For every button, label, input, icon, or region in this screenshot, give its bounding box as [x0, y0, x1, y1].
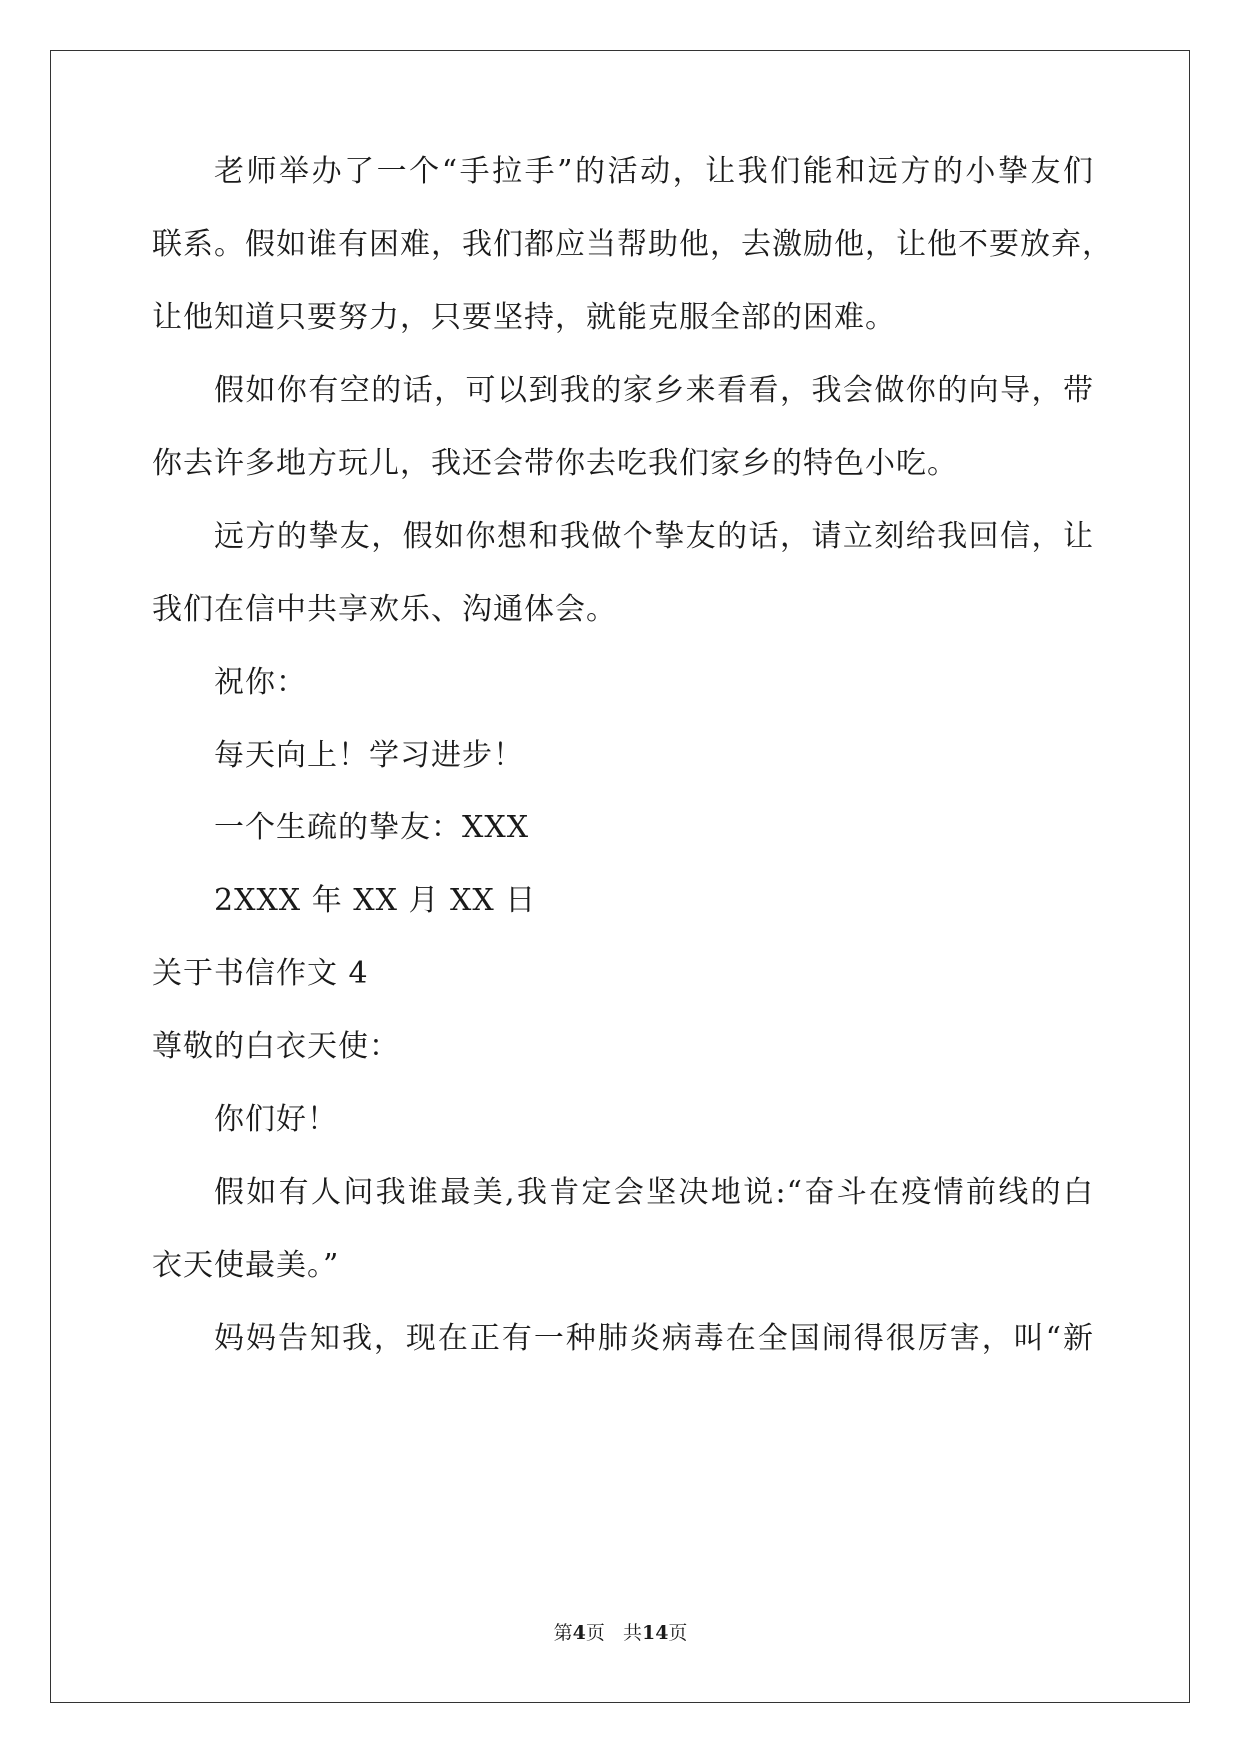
text-line: 联系。假如谁有困难，我们都应当帮助他，去激励他，让他不要放弃，	[152, 227, 1113, 262]
text-line: 你去许多地方玩儿，我还会带你去吃我们家乡的特色小吃。	[152, 446, 958, 481]
footer-prefix: 第	[553, 1622, 573, 1644]
text-line: 妈妈告知我，现在正有一种肺炎病毒在全国闹得很厉害，叫“新	[214, 1321, 1094, 1356]
text-line: 每天向上！学习进步！	[214, 738, 524, 773]
text-line: 假如你有空的话，可以到我的家乡来看看，我会做你的向导，带	[214, 373, 1094, 408]
footer-page-number: 4	[572, 1622, 586, 1644]
text-line: 让他知道只要努力，只要坚持，就能克服全部的困难。	[152, 300, 896, 335]
footer-page-suffix: 页	[585, 1622, 605, 1644]
text-line: 我们在信中共享欢乐、沟通体会。	[152, 592, 617, 627]
footer-total-suffix: 页	[668, 1622, 688, 1644]
text-line: 尊敬的白衣天使：	[152, 1029, 400, 1064]
text-line: 2XXX 年 XX 月 XX 日	[214, 883, 537, 918]
text-line: 远方的挚友，假如你想和我做个挚友的话，请立刻给我回信，让	[214, 519, 1094, 554]
text-line: 老师举办了一个“手拉手”的活动，让我们能和远方的小挚友们	[214, 154, 1094, 189]
section-heading: 关于书信作文 4	[152, 956, 369, 991]
text-line: 一个生疏的挚友：XXX	[214, 810, 530, 845]
text-line: 祝你：	[214, 665, 307, 700]
text-line: 衣天使最美。”	[152, 1248, 340, 1283]
text-line: 你们好！	[214, 1102, 338, 1137]
text-line: 假如有人问我谁最美,我肯定会坚决地说:“奋斗在疫情前线的白	[214, 1175, 1094, 1210]
footer-total-pages: 14	[641, 1622, 669, 1644]
footer-total-prefix: 共	[622, 1622, 642, 1644]
page-footer	[0, 1621, 1241, 1645]
